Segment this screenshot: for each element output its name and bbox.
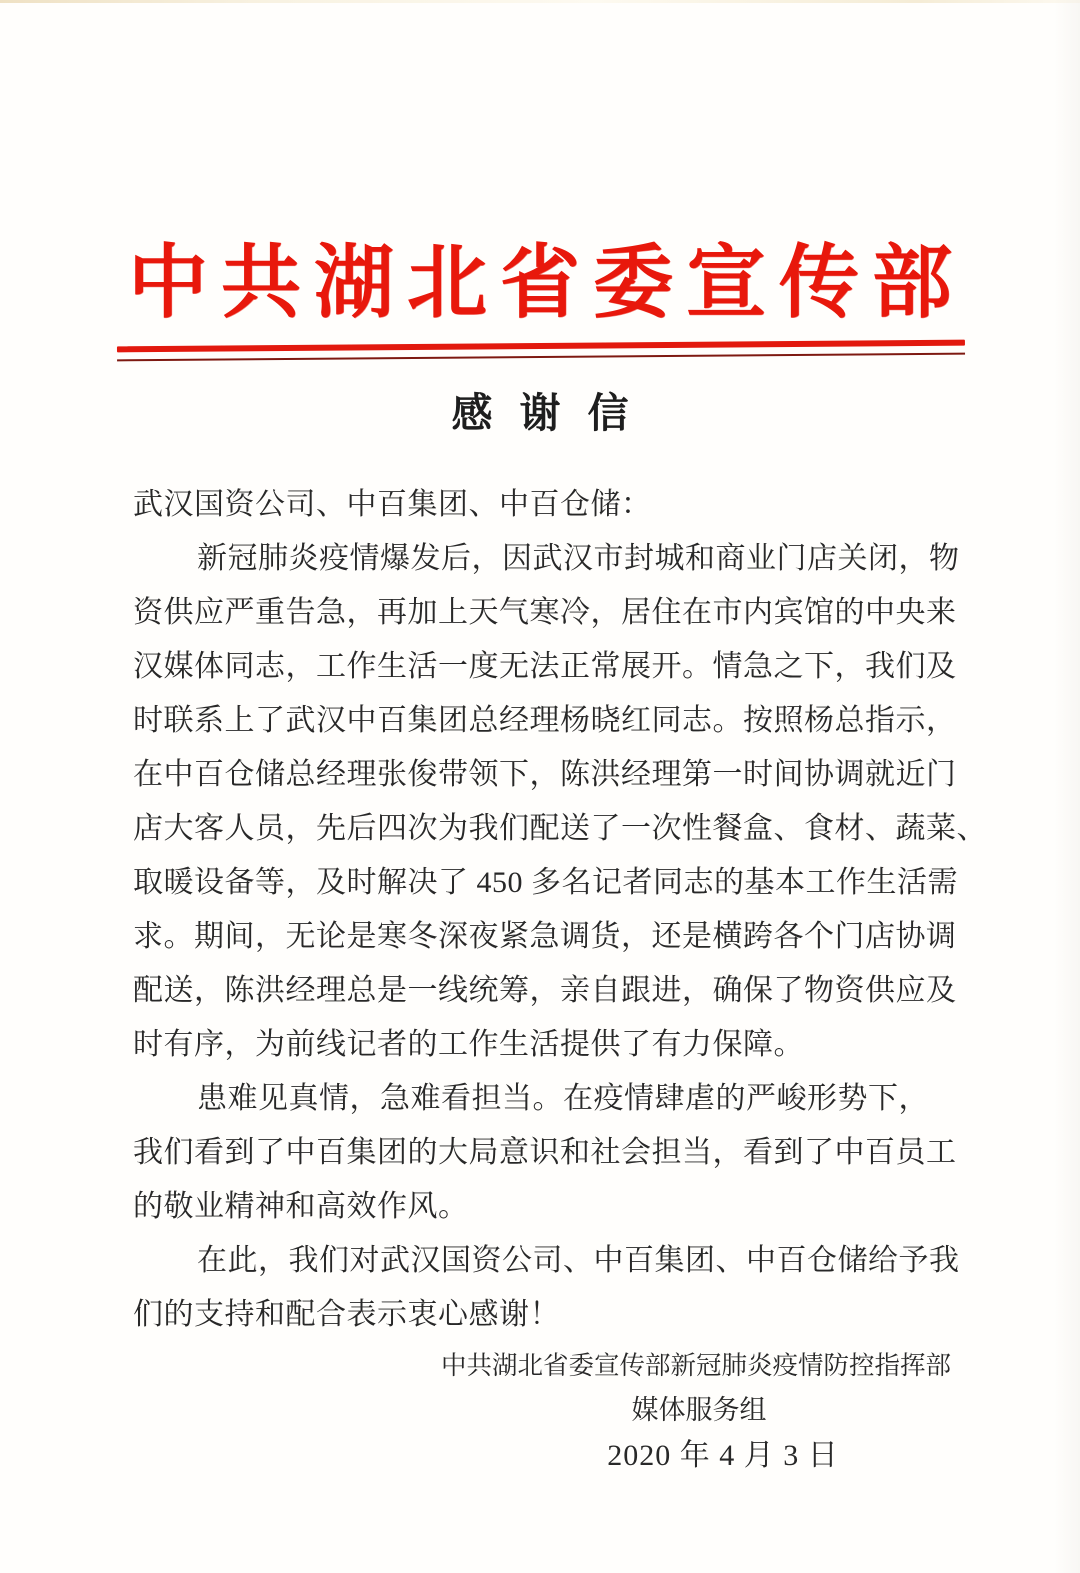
body-line: 求。期间，无论是寒冬深夜紧急调货，还是横跨各个门店协调 <box>133 920 957 953</box>
body-line: 我们看到了中百集团的大局意识和社会担当，看到了中百员工 <box>133 1136 957 1169</box>
scan-edge-artifact <box>0 0 1080 3</box>
body-line: 在此，我们对武汉国资公司、中百集团、中百仓储给予我 <box>197 1244 960 1277</box>
letterhead-title: 中共湖北省委宣传部 <box>128 240 965 328</box>
signature-block <box>441 1344 952 1479</box>
body-line: 时有序，为前线记者的工作生活提供了有力保障。 <box>133 1028 804 1061</box>
body-line: 店大客人员，先后四次为我们配送了一次性餐盒、食材、蔬菜、 <box>133 812 987 845</box>
body-line: 汉媒体同志，工作生活一度无法正常展开。情急之下，我们及 <box>133 650 957 683</box>
body-line: 资供应严重告急，再加上天气寒冷，居住在市内宾馆的中央来 <box>133 596 957 629</box>
signature-organization: 中共湖北省委宣传部新冠肺炎疫情防控指挥部 <box>441 1351 952 1380</box>
body-line: 的敬业精神和高效作风。 <box>133 1190 469 1223</box>
body-line: 患难见真情，急难看担当。在疫情肆虐的严峻形势下， <box>197 1082 929 1115</box>
body-line: 配送，陈洪经理总是一线统筹，亲自跟进，确保了物资供应及 <box>133 974 957 1007</box>
body-line: 新冠肺炎疫情爆发后，因武汉市封城和商业门店关闭，物 <box>197 542 960 575</box>
body-line: 时联系上了武汉中百集团总经理杨晓红同志。按照杨总指示， <box>133 704 957 737</box>
signature-group: 媒体服务组 <box>631 1395 767 1425</box>
body-line: 们的支持和配合表示衷心感谢！ <box>133 1298 560 1331</box>
salutation: 武汉国资公司、中百集团、中百仓储： <box>133 488 652 521</box>
letterhead-rule <box>117 340 965 362</box>
signature-date: 2020 年 4 月 3 日 <box>607 1439 839 1472</box>
body-line: 取暖设备等，及时解决了 450 多名记者同志的基本工作生活需 <box>133 866 958 899</box>
letter-body <box>133 478 987 1342</box>
body-line: 在中百仓储总经理张俊带领下，陈洪经理第一时间协调就近门 <box>133 758 957 791</box>
document-title: 感谢信 <box>451 390 656 436</box>
